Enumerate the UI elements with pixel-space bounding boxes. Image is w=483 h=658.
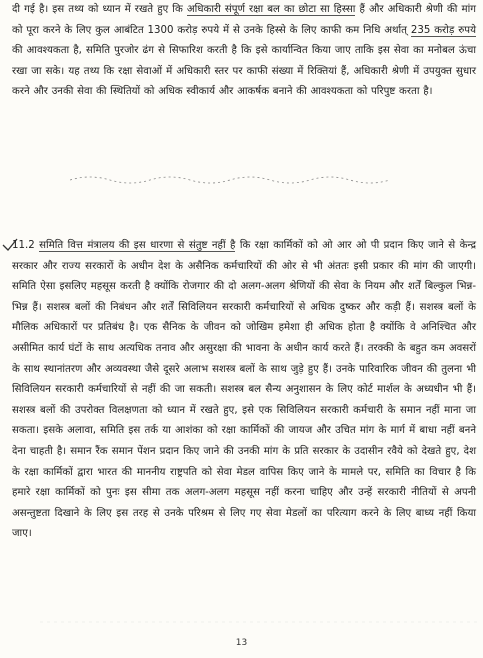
underlined-phrase: समिति वित्त मंत्रालय की इस धारणा से संतुष्ट नहीं है xyxy=(39,240,236,251)
paragraph-2-body: कि रक्षा कार्मिकों को ओ आर ओ पी प्रदान किए जाने से केन्द्र सरकार और राज्य सरकारों के अधीन देश के असैनिक कर्मचारियों की ओर से भी अंततः इसी प्रकार की मांग की जाएगी। समिति ऐसा इसलिए महसूस करती है क्योंकि रोजगार की दो अलग-अलग श्रेणियों की सेवा के नियम और शर्तें बिल्कुल भिन्न-भिन्न हैं। सशस्त्र बलों की निबंधन और शर्तें सिविलियन सरकारी कर्मचारियों से अधिक दुष्कर और कड़ी हैं। सशस्त्र बलों के मौलिक अधिकारों पर प्रतिबंध है। एक सैनिक के जीवन को जोखिम हमेशा ही अधिक होता है क्योंकि वे अनिश्चित और असीमित कार्य घंटों के साथ अत्यधिक तनाव और असुरक्षा की भावना के अधीन कार्य करते हैं। तरक्की के बहुत कम अवसरों के साथ स्थानांतरण और अव्यवस्था जैसे दूसरे अलाभ सशस्त्र बलों के साथ जुड़े हुए हैं। उनके पारिवारिक जीवन की तुलना भी सिविलियन सरकारी कर्मचारियों से नहीं की जा सकती। सशस्त्र बल सैन्य अनुशासन के लिए कोर्ट मार्शल के अध्यधीन भी हैं। सशस्त्र बलों की उपरोक्त विलक्षणता को ध्यान में रखते हुए, इसे एक सिविलियन सरकारी कर्मचारी के समान नहीं माना जा सकता। इसके अलावा, समिति इस तर्क या आशंका को रक्षा कार्मिकों की जायज और उचित मांग के मार्ग में बाधा नहीं बनने देना चाहती है। समान रैंक समान पेंशन प्रदान किए जाने की उनकी मांग के प्रति सरकार के उदासीन रवैये को देखते हुए, देश के रक्षा कार्मिकों द्वारा भारत की माननीय राष्ट्रपति को सेवा मेडल वापिस किए जाने के मामले पर, समिति का विचार है कि हमारे रक्षा कार्मिकों को पुनः इस सीमा तक अलग-अलग महसूस नहीं करना चाहिए और उन्हें सरकारी नीतियों से अपनी असन्तुष्टता दिखाने के लिए इस तरह से उनके परिश्रम से लिए गए सेवा मेडलों का परित्याग करने के लिए बाध्य नहीं किया जाए। xyxy=(12,240,476,540)
paragraph-number: 11.2 xyxy=(12,240,40,251)
underlined-phrase: अधिकारी संपूर्ण रक्षा बल का छोटा सा हिस्सा xyxy=(186,4,356,15)
page-number: 13 xyxy=(235,638,248,648)
paragraph-conclusion xyxy=(12,0,476,103)
paragraph-1-segment: की आवश्यकता है, समिति पुरजोर ढंग से सिफारिश करती है कि इसे कार्यान्वित किया जाए ताकि इस सेवा का मनोबल ऊंचा रखा जा सके। यह तथ्य कि रक्षा सेवाओं में अधिकारी स्तर पर काफी संख्या में रिक्तियां हैं, अधिकारी श्रेणी में उपयुक्त सुधार करने और उनकी सेवा की स्थितियों को अधिक स्वीकार्य और आकर्षक बनाने की आवश्यकता को परिपुष्ट करता है। xyxy=(12,45,476,98)
paragraph-1-segment: हैं और अधिकारी श्रेणी की मांग को पूरा करने के लिए कुल आबंटित 1300 करोड़ रुपये में से उनके हिस्से के लिए काफी कम निधि अर्थात् xyxy=(12,4,476,36)
underlined-amount: 235 करोड़ रुपये xyxy=(410,24,476,36)
paragraph-11-2 xyxy=(12,236,476,545)
faint-bleed-through xyxy=(40,612,480,632)
pen-dotted-mark xyxy=(70,166,410,196)
paragraph-1-segment: दी गई है। इस तथ्य को ध्यान में रखते हुए कि xyxy=(12,4,187,15)
